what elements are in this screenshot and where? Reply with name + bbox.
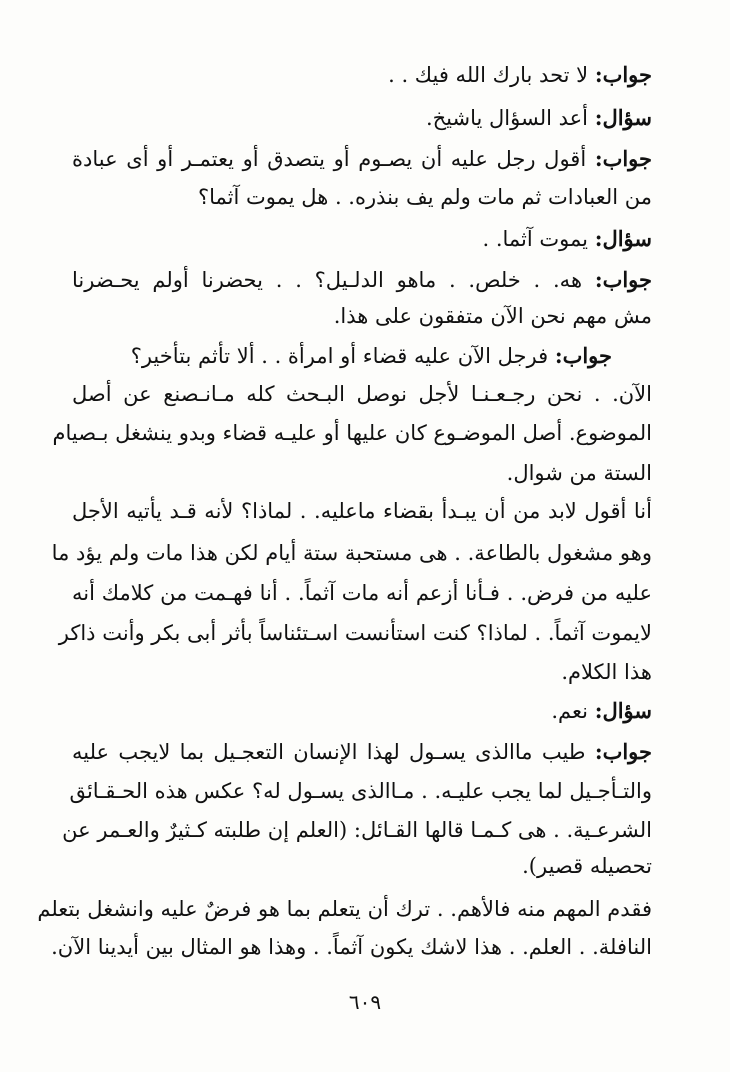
line-text: فقدم المهم منه فالأهم. . ترك أن يتعلم بما هو فرضٌ عليه وانشغل بتعلم [37, 897, 652, 921]
page-number: ٦٠٩ [348, 990, 382, 1014]
line-text: طيب ماالذى يسـول لهذا الإنسان التعجـيل بما لايجب عليه [72, 740, 586, 764]
answer-label: جواب: [594, 739, 652, 764]
dialogue-line [72, 739, 652, 765]
line-text: تحصيله قصير). [522, 854, 652, 878]
line-text: من العبادات ثم مات ولم يف بنذره. . هل يموت آثما؟ [197, 185, 652, 209]
line-text: الستة من شوال. [506, 461, 652, 485]
line-text: والتـأجـيل لما يجب عليـه. . مـاالذى يسـول له؟ عكس هذه الحـقـائق [69, 779, 652, 803]
line-text: الشرعـية. . هى كـمـا قالها القـائل: (العلم إن طلبته كـثيرٌ والعـمر عن [62, 818, 652, 842]
line-text: أعد السؤال ياشيخ. [425, 106, 589, 130]
line-text: نعم. [551, 699, 589, 723]
question-label: سؤال: [594, 105, 652, 130]
question-label: سؤال: [594, 698, 652, 723]
dialogue-line [72, 226, 652, 252]
dialogue-line [72, 146, 652, 172]
line-text: يموت آثما. . [482, 227, 589, 251]
line-text: هذا الكلام. [561, 660, 652, 684]
line-text: هه. . خلص. . ماهو الدلـيل؟ . . يحضرنا أولم يحـضرنا [72, 268, 583, 292]
line-text: وهو مشغول بالطاعة. . هى مستحبة ستة أيام لكن هذا مات ولم يؤد ما [51, 541, 652, 565]
answer-label: جواب: [594, 62, 652, 87]
dialogue-line [72, 343, 612, 369]
answer-label: جواب: [594, 146, 652, 171]
line-text: الموضوع. أصل الموضـوع كان عليها أو عليـه قضاء وبدو ينشغل بـصيام [52, 421, 652, 445]
line-text: الآن. . نحن رجـعـنـا لأجل نوصل البـحث كله مـانـصنع عن أصل [72, 382, 652, 406]
line-text: لا تحد بارك الله فيك . . [388, 63, 589, 87]
line-text: النافلة. . العلم. . هذا لاشك يكون آثماً. . وهذا هو المثال بين أيدينا الآن. [51, 935, 652, 959]
line-text: فرجل الآن عليه قضاء أو امرأة . . ألا تأثم بتأخير؟ [130, 344, 549, 368]
dialogue-line [72, 267, 652, 293]
dialogue-line [72, 62, 652, 88]
line-text: عليه من فرض. . فـأنا أزعم أنه مات آثماً. . أنا فهـمت من كلامك أنه [72, 581, 652, 605]
answer-label: جواب: [594, 267, 652, 292]
answer-label: جواب: [554, 343, 612, 368]
line-text: أنا أقول لابد من أن يبـدأ بقضاء ماعليه. . لماذا؟ لأنه قـد يأتيه الأجل [72, 499, 652, 523]
dialogue-line [72, 105, 652, 131]
dialogue-line [72, 698, 652, 724]
line-text: أقول رجل عليه أن يصـوم أو يتصدق أو يعتمـر أو أى عبادة [72, 147, 587, 171]
line-text: مش مهم نحن الآن متفقون على هذا. [333, 304, 652, 328]
line-text: لايموت آثماً. . لماذا؟ كنت استأنست اسـتئناساً بأثر أبى بكر وأنت ذاكر [58, 621, 652, 645]
question-label: سؤال: [594, 226, 652, 251]
